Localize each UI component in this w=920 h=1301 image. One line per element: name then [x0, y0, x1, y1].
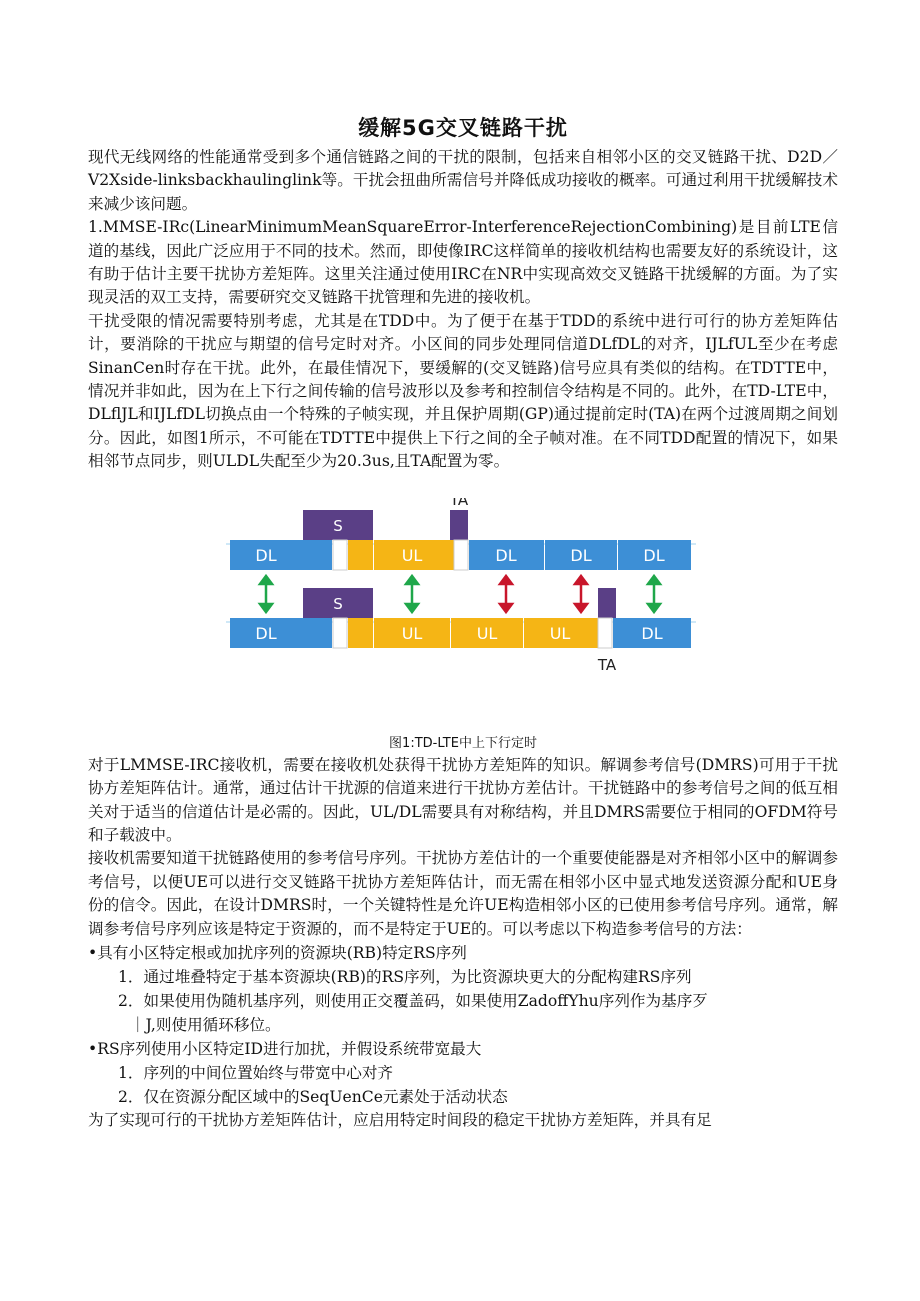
- arrow-bad-1-icon: [500, 576, 512, 612]
- bullet-1-item-1: 1．通过堆叠特定于基本资源块(RB)的RS序列，为比资源块更大的分配构建RS序列: [118, 967, 692, 986]
- paragraph-receiver: 接收机需要知道干扰链路使用的参考信号序列。干扰协方差估计的一个重要使能器是对齐相邻小区中的解调参考信号，以便UE可以进行交叉链路干扰协方差矩阵估计，而无需在相邻小区中显式地发送资源分配和UE身份的信令。因此，在设计DMRS时，一个关键特性是允许UE构造相邻小区的已使用参考信号序列。通常，解调参考信号序列应该是特定于资源的，而不是特定于UE的。可以考虑以下构造参考信号的方法：: [88, 849, 838, 938]
- document-page: [88, 112, 838, 1132]
- figure-tdd-timing: [88, 498, 838, 754]
- paragraph-last: 为了实现可行的干扰协方差矩阵估计，应启用特定时间段的稳定干扰协方差矩阵，并具有足: [88, 1110, 712, 1129]
- top-dl-2: [303, 540, 332, 570]
- top-ta-block: [450, 510, 468, 540]
- top-ul-a: [348, 540, 373, 570]
- bottom-ul-3-label: UL: [549, 623, 571, 643]
- bottom-dl-1-label: DL: [255, 623, 277, 643]
- arrow-ok-2-icon: [406, 576, 418, 612]
- top-ul-label: UL: [401, 545, 423, 565]
- bullet-1: •具有小区特定根或加扰序列的资源块(RB)特定RS序列: [88, 943, 467, 962]
- bullet-1-item-2-cont: ｜J,则使用循环移位。: [130, 1015, 281, 1034]
- document-title: 缓解5G交叉链路干扰: [358, 116, 568, 140]
- arrow-bad-2-icon: [575, 576, 587, 612]
- paragraph-intro: 现代无线网络的性能通常受到多个通信链路之间的干扰的限制，包括来自相邻小区的交叉链路干扰、D2D／V2Xside-linksbackhaulinglink等。干扰会扭曲所需信号并降低成功接收的概率。可通过利用干扰缓解技术来减少该问题。: [88, 148, 838, 213]
- top-dl-5-label: DL: [643, 545, 665, 565]
- bottom-dl-2: [303, 618, 332, 648]
- top-gap-1: [333, 540, 347, 570]
- top-ul-c: [450, 540, 454, 570]
- bottom-ta-block: [598, 588, 616, 618]
- bottom-gap-1: [333, 618, 347, 648]
- arrow-ok-3-icon: [648, 576, 660, 612]
- timing-diagram: [88, 498, 838, 728]
- top-dl-4-label: DL: [570, 545, 592, 565]
- top-ta-label: TA: [449, 497, 469, 509]
- bottom-ul-2-label: UL: [476, 623, 498, 643]
- bottom-ta-label: TA: [597, 655, 617, 674]
- bullet-1-item-2: 2．如果使用伪随机基序列，则使用正交覆盖码，如果使用ZadoffYhu序列作为基序歹: [118, 991, 708, 1010]
- bottom-s-label: S: [333, 594, 343, 613]
- paragraph-lmmse: 对于LMMSE-IRC接收机，需要在接收机处获得干扰协方差矩阵的知识。解调参考信号(DMRS)可用于干扰协方差矩阵估计。通常，通过估计干扰源的信道来进行干扰协方差估计。干扰链路中的参考信号之间的低互相关对于适当的信道估计是必需的。因此，UL/DL需要具有对称结构，并且DMRS需要位于相同的OFDM符号和子载波中。: [88, 755, 838, 844]
- bullet-2-item-1: 1．序列的中间位置始终与带宽中心对齐: [118, 1063, 394, 1082]
- bottom-gap-2: [598, 618, 612, 648]
- top-dl-1-label: DL: [255, 545, 277, 565]
- bullet-2-item-2: 2．仅在资源分配区域中的SeqUenCe元素处于活动状态: [118, 1087, 508, 1106]
- top-s-label: S: [333, 516, 343, 535]
- arrow-ok-1-icon: [260, 576, 272, 612]
- bottom-ul-a: [348, 618, 373, 648]
- bullet-2: •RS序列使用小区特定ID进行加扰，并假设系统带宽最大: [88, 1039, 482, 1058]
- paragraph-mmse-irc: 1.MMSE-IRc(LinearMinimumMeanSquareError-InterferenceRejectionCombining)是目前LTE信道的基线，因此广泛应用于不同的技术。然而，即使像IRC这样简单的接收机结构也需要友好的系统设计，这有助于估计主要干扰协方差矩阵。这里关注通过使用IRC在NR中实现高效交叉链路干扰缓解的方面。为了实现灵活的双工支持，需要研究交叉链路干扰管理和先进的接收机。: [88, 218, 838, 307]
- top-gap-2: [454, 540, 468, 570]
- bottom-ul-1-label: UL: [401, 623, 423, 643]
- paragraph-tdd: 干扰受限的情况需要特别考虑，尤其是在TDD中。为了便于在基于TDD的系统中进行可行的协方差矩阵估计，要消除的干扰应与期望的信号定时对齐。小区间的同步处理同信道DLfDL的对齐，IJLfUL至少在考虑SinanCen时存在干扰。此外，在最佳情况下，要缓解的(交叉链路)信号应具有类似的结构。在TDTTE中，情况并非如此，因为在上下行之间传输的信号波形以及参考和控制信令结构是不同的。此外，在TD-LTE中，DLflJL和IJLfDL切换点由一个特殊的子帧实现，并且保护周期(GP)通过提前定时(TA)在两个过渡周期之间划分。因此，如图1所示，不可能在TDTTE中提供上下行之间的全子帧对准。在不同TDD配置的情况下，如果相邻节点同步，则ULDL失配至少为20.3us,且TA配置为零。: [88, 311, 838, 471]
- top-dl-3-label: DL: [495, 545, 517, 565]
- figure-caption: 图1:TD-LTE中上下行定时: [389, 735, 537, 751]
- bottom-dl-3-label: DL: [641, 623, 663, 643]
